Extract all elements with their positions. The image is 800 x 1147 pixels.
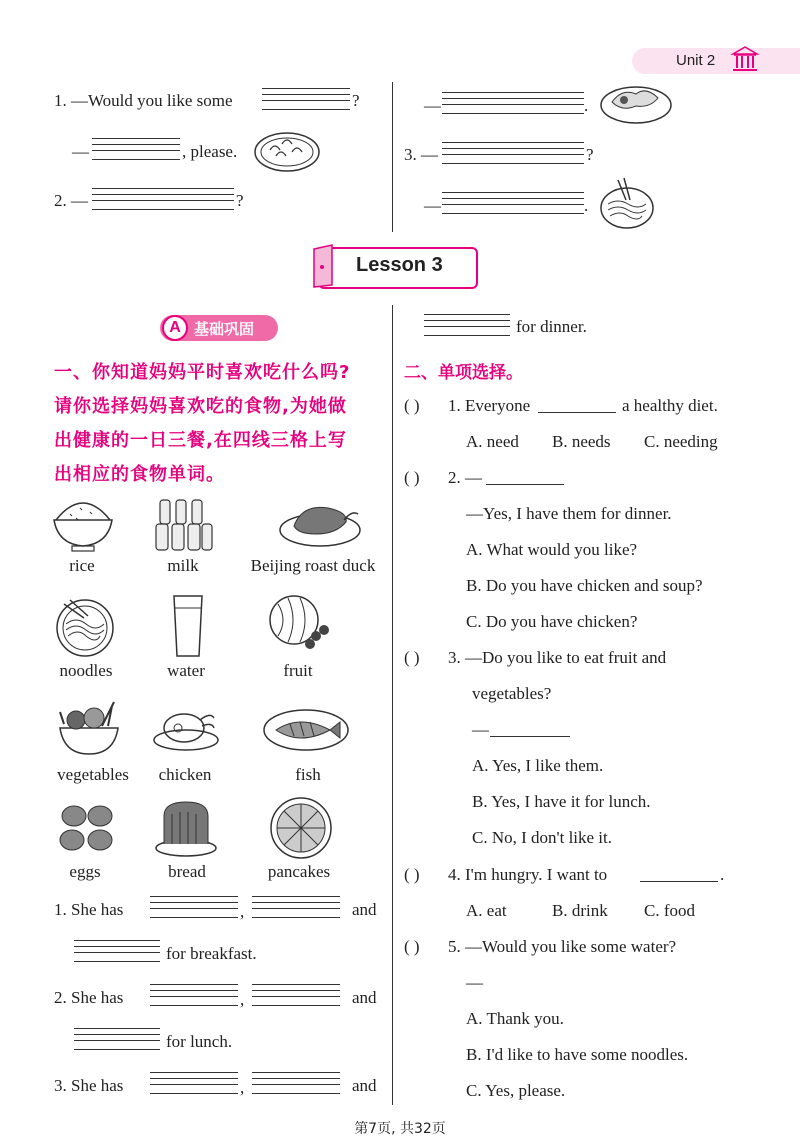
mc-q2-option-b[interactable]: B. Do you have chicken and soup? — [466, 576, 703, 595]
column-divider-bottom — [392, 305, 393, 1105]
writing-slot[interactable] — [262, 88, 350, 110]
bread-loaf-icon — [154, 798, 218, 858]
eggs-icon — [54, 800, 118, 854]
answer-paren[interactable]: ( ) — [404, 468, 420, 487]
dash: — — [466, 973, 483, 992]
instruction-line: 出健康的一日三餐,在四线三格上写 — [54, 430, 347, 451]
writing-slot[interactable] — [74, 1028, 160, 1050]
water-glass-icon — [168, 594, 208, 660]
blank-line[interactable] — [538, 396, 616, 413]
food-label-pancakes: pancakes — [267, 862, 331, 881]
food-label-vegetables: vegetables — [57, 765, 129, 784]
mc-q5-option-b[interactable]: B. I'd like to have some noodles. — [466, 1045, 689, 1064]
and-word: and — [352, 1076, 377, 1095]
mc-q2-reply: —Yes, I have them for dinner. — [466, 504, 672, 523]
food-label-fruit: fruit — [283, 661, 313, 680]
top-q1-prefix: 1. —Would you like some — [54, 91, 233, 110]
food-label-chicken: chicken — [158, 765, 212, 784]
top-q2-prefix: 2. — — [54, 191, 88, 210]
comma: , — [240, 902, 245, 921]
mc-q4-option-b[interactable]: B. drink — [552, 901, 608, 920]
sentence-2-prefix: 2. She has — [54, 988, 124, 1007]
mc-q2-option-a[interactable]: A. What would you like? — [466, 540, 638, 559]
milk-bottles-icon — [154, 494, 214, 554]
dash: — — [72, 142, 89, 161]
page-footer: 第7页, 共32页 — [354, 1121, 446, 1137]
rice-bowl-icon — [50, 494, 116, 554]
food-label-eggs: eggs — [69, 862, 101, 881]
writing-slot[interactable] — [92, 138, 180, 160]
food-label-milk: milk — [167, 556, 199, 575]
mc-q1-end: a healthy diet. — [622, 396, 718, 415]
mc-q1-option-c[interactable]: C. needing — [644, 432, 718, 451]
writing-slot[interactable] — [424, 314, 510, 336]
folder-tab-icon — [312, 243, 336, 289]
food-label-rice: rice — [69, 556, 95, 575]
mc-q5-option-a[interactable]: A. Thank you. — [466, 1009, 564, 1028]
qmark: ? — [352, 91, 360, 110]
writing-slot[interactable] — [150, 984, 238, 1006]
sentence-3-prefix: 3. She has — [54, 1076, 124, 1095]
mc-q3-option-c[interactable]: C. No, I don't like it. — [472, 828, 613, 847]
pancakes-pizza-icon — [266, 796, 336, 860]
writing-slot[interactable] — [252, 896, 340, 918]
food-label-bread: bread — [168, 862, 206, 881]
mc-q4-option-a[interactable]: A. eat — [466, 901, 507, 920]
blank-line[interactable] — [490, 720, 570, 737]
section-a-title: 基础巩固 — [194, 321, 255, 338]
sentence-1-end: for breakfast. — [166, 944, 257, 963]
mc-q2-option-c[interactable]: C. Do you have chicken? — [466, 612, 638, 631]
food-label-roast-duck: Beijing roast duck — [250, 556, 376, 575]
comma: , — [240, 1078, 245, 1097]
answer-end: , please. — [182, 142, 238, 161]
writing-slot[interactable] — [442, 142, 584, 164]
noodles-bowl-icon — [598, 176, 656, 232]
mc-q5-option-c[interactable]: C. Yes, please. — [466, 1081, 566, 1100]
dinner-end: for dinner. — [516, 317, 587, 336]
food-label-noodles: noodles — [59, 661, 113, 680]
noodles-icon — [50, 594, 120, 658]
writing-slot[interactable] — [150, 1072, 238, 1094]
unit-tab — [632, 48, 800, 74]
dash: — — [472, 720, 489, 739]
dash: — — [424, 196, 441, 215]
roast-meal-plate-icon — [598, 80, 674, 126]
top-q3-prefix: 3. — — [404, 145, 438, 164]
roast-duck-icon — [278, 498, 362, 550]
sentence-1-prefix: 1. She has — [54, 900, 124, 919]
answer-paren[interactable]: ( ) — [404, 937, 420, 956]
writing-slot[interactable] — [442, 192, 584, 214]
writing-slot[interactable] — [74, 940, 160, 962]
sentence-2-end: for lunch. — [166, 1032, 233, 1051]
dot: . — [584, 96, 589, 115]
unit-label: Unit 2 — [676, 52, 716, 69]
temple-icon — [730, 44, 760, 74]
and-word: and — [352, 988, 377, 1007]
mc-q1-option-a[interactable]: A. need — [466, 432, 519, 451]
fruit-watermelon-icon — [264, 592, 334, 656]
mc-q2: 2. — — [448, 468, 482, 487]
writing-slot[interactable] — [252, 984, 340, 1006]
fish-plate-icon — [262, 704, 350, 754]
mc-q1: 1. Everyone — [448, 396, 531, 415]
and-word: and — [352, 900, 377, 919]
dot: . — [584, 196, 589, 215]
mc-q1-option-b[interactable]: B. needs — [552, 432, 611, 451]
answer-paren[interactable]: ( ) — [404, 396, 420, 415]
lesson-title: Lesson 3 — [356, 254, 443, 276]
roast-chicken-icon — [152, 700, 220, 754]
mc-q3-line2: vegetables? — [472, 684, 552, 703]
mc-q3-option-b[interactable]: B. Yes, I have it for lunch. — [472, 792, 651, 811]
mc-q4: 4. I'm hungry. I want to — [448, 865, 608, 884]
writing-slot[interactable] — [252, 1072, 340, 1094]
section-2-title: 二、单项选择。 — [404, 363, 523, 383]
instruction-line: 请你选择妈妈喜欢吃的食物,为她做 — [54, 396, 347, 417]
comma: , — [240, 990, 245, 1009]
dash: — — [424, 96, 441, 115]
writing-slot[interactable] — [150, 896, 238, 918]
mc-q5: 5. —Would you like some water? — [448, 937, 677, 956]
instruction-line: 出相应的食物单词。 — [54, 464, 225, 485]
section-a-letter: A — [162, 315, 188, 341]
writing-slot[interactable] — [92, 188, 234, 210]
column-divider-top — [392, 82, 393, 232]
vegetables-icon — [54, 696, 124, 758]
instruction-line: 一、你知道妈妈平时喜欢吃什么吗? — [54, 362, 351, 383]
answer-paren[interactable]: ( ) — [404, 865, 420, 884]
dumplings-plate-icon — [252, 124, 322, 174]
blank-line[interactable] — [486, 468, 564, 485]
qmark: ? — [236, 191, 244, 210]
writing-slot[interactable] — [442, 92, 584, 114]
answer-paren[interactable]: ( ) — [404, 648, 420, 667]
food-label-fish: fish — [295, 765, 321, 784]
qmark: ? — [586, 145, 594, 164]
blank-line[interactable] — [640, 865, 718, 882]
food-label-water: water — [167, 661, 205, 680]
mc-q4-option-c[interactable]: C. food — [644, 901, 695, 920]
dot: . — [720, 865, 725, 884]
mc-q3: 3. —Do you like to eat fruit and — [448, 648, 667, 667]
mc-q3-option-a[interactable]: A. Yes, I like them. — [472, 756, 604, 775]
